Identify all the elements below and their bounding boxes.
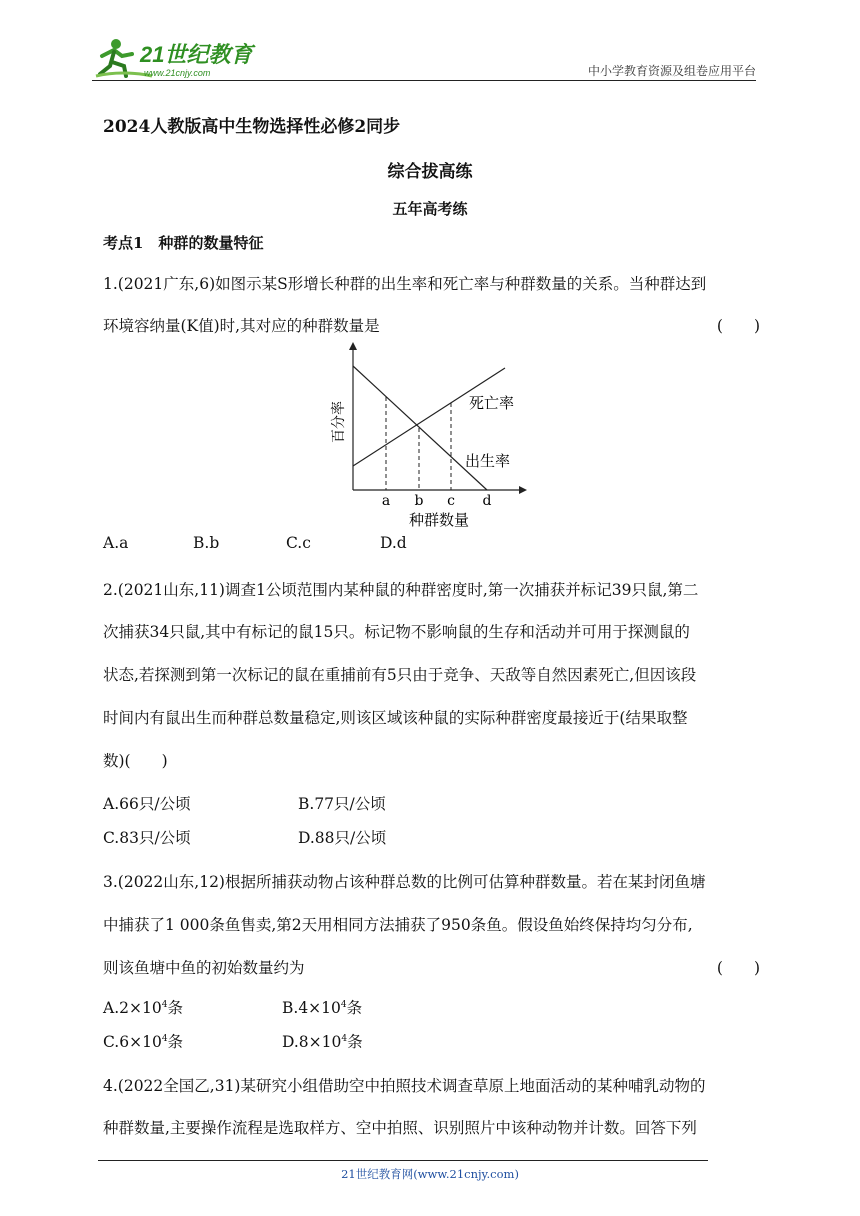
x-tick-b: b [414,493,424,509]
q3-answer-paren: ( ) [716,959,760,977]
x-tick-a: a [381,493,391,509]
q3-option-c: $C.6\times 10^4$条 [103,1033,184,1051]
q4-line2: 种群数量,主要操作流程是选取样方、空中拍照、识别照片中该种动物并计数。回答下列 [103,1119,697,1137]
x-axis-label: 种群数量 [408,511,470,529]
y-axis-label: 百分率 [331,401,347,443]
x-axis-arrow [519,486,527,494]
q3-option-d: $D.8\times 10^4$条 [282,1033,363,1051]
q1-answer-paren: ( ) [716,317,760,335]
logo [92,36,272,82]
header-divider [92,80,756,81]
q2-line2: 次捕获34只鼠,其中有标记的鼠15只。标记物不影响鼠的生存和活动并可用于探测鼠的 [103,623,690,641]
series-label-death-rate: 死亡率 [469,394,515,412]
topic-heading: 考点1 种群的数量特征 [103,234,264,252]
logo-url: www.21cnjy.com [144,68,211,78]
q2-option-d: D.88只/公顷 [298,829,387,847]
logo-text: 21世纪教育 [140,42,253,67]
q1-option-d: D.d [380,534,407,552]
q2-line4: 时间内有鼠出生而种群总数量稳定,则该区域该种鼠的实际种群密度最接近于(结果取整 [103,709,688,727]
footer-divider [98,1160,708,1161]
y-axis-arrow [349,342,357,350]
q1-line2: 环境容纳量(K值)时,其对应的种群数量是 [103,317,380,335]
q1-option-a: A.a [103,534,129,552]
q1-option-c: C.c [286,534,311,552]
series-label-birth-rate: 出生率 [465,452,511,470]
q1-chart [325,338,535,538]
q2-option-c: C.83只/公顷 [103,829,191,847]
document-title: 2024人教版高中生物选择性必修2同步 [103,117,401,137]
q3-line1: 3.(2022山东,12)根据所捕获动物占该种群总数的比例可估算种群数量。若在某封闭鱼塘 [103,873,706,891]
q3-line3: 则该鱼塘中鱼的初始数量约为 [103,959,305,977]
q2-line1: 2.(2021山东,11)调查1公顷范围内某种鼠的种群密度时,第一次捕获并标记39只鼠,第二 [103,581,699,599]
section-title: 五年高考练 [392,200,468,218]
q2-option-a: A.66只/公顷 [103,795,191,813]
x-tick-c: c [447,493,455,509]
footer-link[interactable]: 21世纪教育网(www.21cnjy.com) [341,1167,519,1181]
header-slogan: 中小学教育资源及组卷应用平台 [587,64,756,78]
q2-line3: 状态,若探测到第一次标记的鼠在重捕前有5只由于竞争、天敌等自然因素死亡,但因该段 [103,666,697,684]
series-line-birth-rate [353,366,487,490]
q3-option-a: $A.2\times 10^4$条 [103,999,183,1017]
q1-option-b: B.b [193,534,220,552]
q4-line1: 4.(2022全国乙,31)某研究小组借助空中拍照技术调查草原上地面活动的某种哺乳动物的 [103,1077,706,1095]
q1-line1: 1.(2021广东,6)如图示某S形增长种群的出生率和死亡率与种群数量的关系。当种群达到 [103,275,707,293]
x-tick-d: d [482,493,492,509]
q3-option-b: $B.4\times 10^4$条 [282,999,363,1017]
q2-line5: 数)( ) [103,752,168,770]
q2-option-b: B.77只/公顷 [298,795,386,813]
document-subtitle: 综合拔高练 [387,162,473,182]
q3-line2: 中捕获了1 000条鱼售卖,第2天用相同方法捕获了950条鱼。假设鱼始终保持均匀分布, [103,916,693,934]
